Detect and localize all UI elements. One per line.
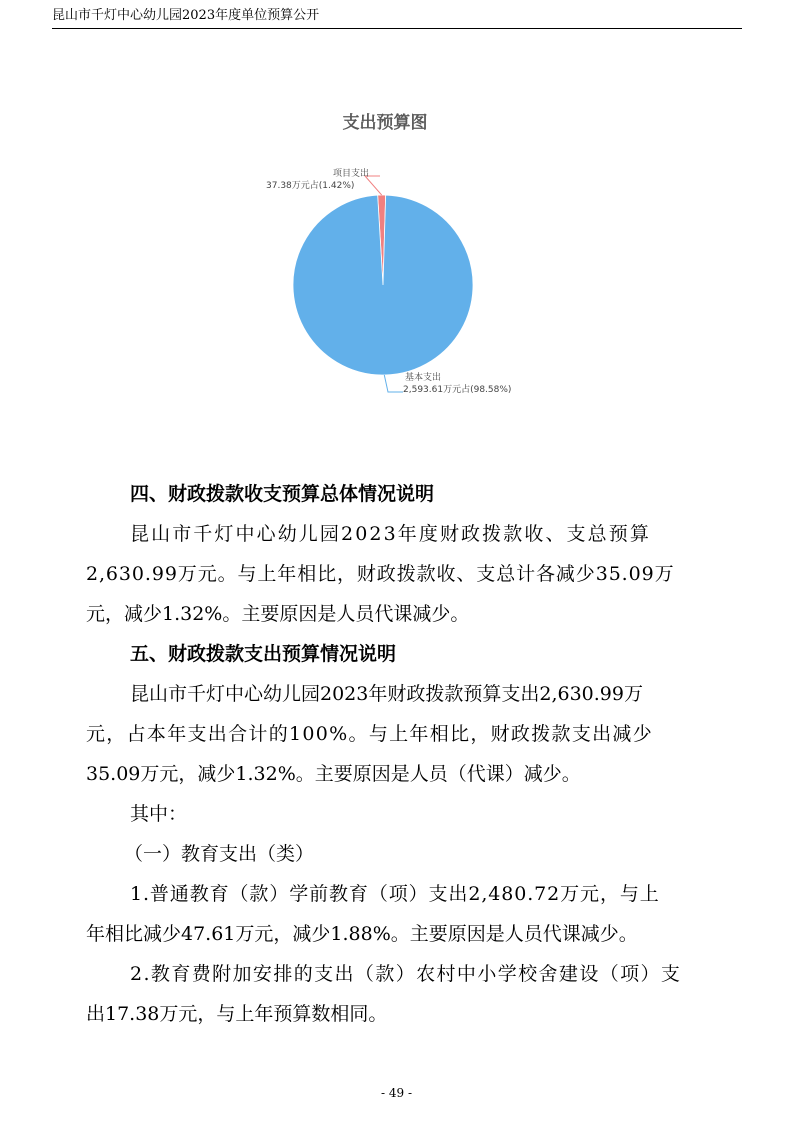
among-label: 其中：	[130, 803, 188, 825]
section4-heading: 四、财政拨款收支预算总体情况说明	[130, 483, 435, 505]
chart-title: 支出预算图	[342, 113, 428, 133]
item2-line-2: 出17.38万元，与上年预算数相同。	[86, 1003, 388, 1025]
page-number: - 49 -	[380, 1086, 412, 1100]
section5-heading: 五、财政拨款支出预算情况说明	[130, 643, 397, 665]
s4-line-3: 元，减少1.32%。主要原因是人员代课减少。	[86, 603, 470, 625]
pie-slices	[293, 195, 473, 375]
pie-label-name-project: 项目支出	[333, 169, 370, 179]
s4-line-2: 2,630.99万元。与上年相比，财政拨款收、支总计各减少35.09万	[86, 563, 675, 585]
category-education: （一）教育支出（类）	[124, 843, 315, 865]
pie-label-name-basic: 基本支出	[405, 373, 442, 383]
item1-line-2: 年相比减少47.61万元，减少1.88%。主要原因是人员代课减少。	[86, 923, 638, 945]
item2-line-1: 2.教育费附加安排的支出（款）农村中小学校舍建设（项）支	[130, 963, 682, 985]
pie-label-value-basic: 2,593.61万元占(98.58%)	[403, 385, 512, 395]
pie-leader-basic	[384, 375, 403, 392]
s5-line-1: 昆山市千灯中心幼儿园2023年财政拨款预算支出2,630.99万	[130, 683, 643, 705]
s4-line-1: 昆山市千灯中心幼儿园2023年度财政拨款收、支总预算	[130, 523, 651, 545]
document-body	[86, 474, 708, 1034]
pie-chart	[0, 0, 793, 470]
document-header: 昆山市千灯中心幼儿园2023年度单位预算公开	[52, 8, 320, 23]
s5-line-3: 35.09万元，减少1.32%。主要原因是人员（代课）减少。	[86, 763, 581, 785]
s5-line-2: 元，占本年支出合计的100%。与上年相比，财政拨款支出减少	[86, 723, 654, 745]
item1-line-1: 1.普通教育（款）学前教育（项）支出2,480.72万元，与上	[130, 883, 660, 905]
pie-label-value-project: 37.38万元占(1.42%)	[266, 181, 355, 191]
